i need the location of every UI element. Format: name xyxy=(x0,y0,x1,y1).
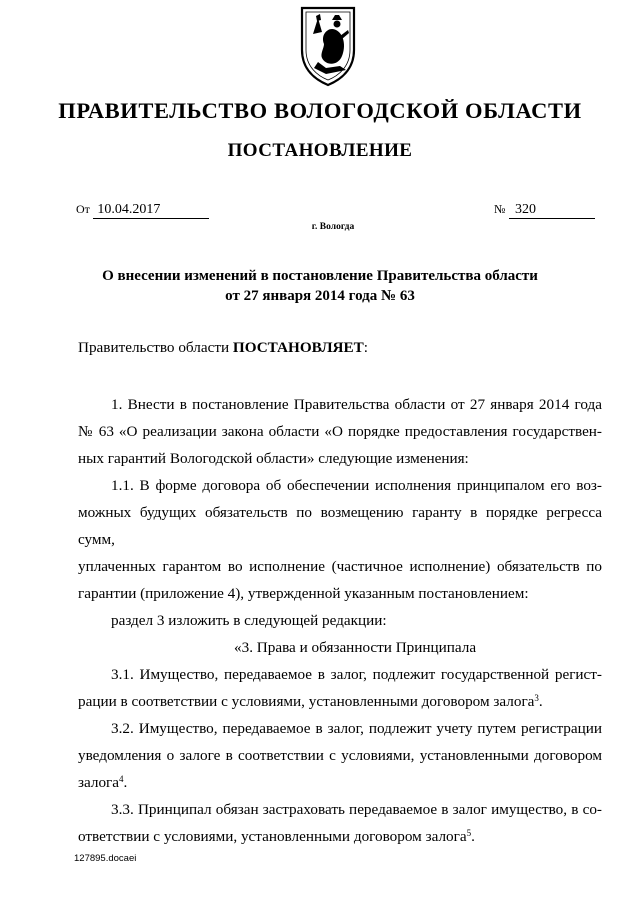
title-line-2: от 27 января 2014 года № 63 xyxy=(225,288,415,304)
p1-line-1: 1. Внести в постановление Правительства области от 27 января 2014 года xyxy=(111,396,602,413)
p6-line-1: 3.3. Принципал обязан застраховать передаваемое в залог имущество, в со- xyxy=(111,801,602,818)
preamble-end: : xyxy=(363,339,368,356)
document-type: ПОСТАНОВЛЕНИЕ xyxy=(227,140,413,161)
title-line-1: О внесении изменений в постановление Правительства области xyxy=(102,268,538,284)
p5-line-3-text: залога xyxy=(78,774,120,791)
number-value: 320 xyxy=(509,202,595,219)
p5-line-1: 3.2. Имущество, передаваемое в залог, подлежит учету путем регистрации xyxy=(111,720,602,737)
paragraph-1 xyxy=(78,391,602,850)
p6-line-2-text: ответствии с условиями, установленными договором залога xyxy=(78,828,467,845)
preamble xyxy=(78,339,602,357)
p1-line-3: ных гарантий Вологодской области» следующие изменения: xyxy=(78,450,469,467)
number-prefix: № xyxy=(494,202,506,216)
file-code: 127895.docaei xyxy=(74,853,137,864)
date-value: 10.04.2017 xyxy=(93,202,209,219)
p3-line: раздел 3 изложить в следующей редакции: xyxy=(111,612,387,629)
document-title xyxy=(0,266,640,306)
p4-line-2-text: рации в соответствии с условиями, установленными договором залога xyxy=(78,693,535,710)
p6-line-2 xyxy=(78,823,602,850)
date-prefix: От xyxy=(76,202,90,216)
document-number xyxy=(494,202,595,219)
footnote-ref-4: 4 xyxy=(119,774,124,784)
p5-end: . xyxy=(123,774,128,791)
preamble-text: Правительство области xyxy=(78,339,233,356)
p4-line-2 xyxy=(78,688,602,715)
p5-line-2: уведомления о залоге в соответствии с условиями, установленными договором xyxy=(78,747,602,764)
section-heading: «3. Права и обязанности Принципала xyxy=(234,639,477,656)
organization-name: ПРАВИТЕЛЬСТВО ВОЛОГОДСКОЙ ОБЛАСТИ xyxy=(58,98,582,123)
p6-end: . xyxy=(471,828,475,845)
city-label: г. Вологда xyxy=(311,222,355,232)
document-date xyxy=(76,202,209,219)
p5-line-3 xyxy=(78,769,602,796)
coat-of-arms-icon xyxy=(296,4,360,88)
p2-line-1: 1.1. В форме договора об обеспечении исполнения принципалом его воз- xyxy=(111,477,602,494)
footnote-ref-5: 5 xyxy=(466,828,472,838)
p2-line-4: гарантии (приложение 4), утвержденной указанным постановлением: xyxy=(78,585,529,602)
footnote-ref-3: 3 xyxy=(534,693,539,703)
preamble-bold: ПОСТАНОВЛЯЕТ xyxy=(232,339,364,356)
p2-line-2: можных будущих обязательств по возмещению гаранту в порядке регресса сумм, xyxy=(78,504,602,548)
p2-line-3: уплаченных гарантом во исполнение (частичное исполнение) обязательств по xyxy=(78,558,602,575)
p1-line-2: № 63 «О реализации закона области «О порядке предоставления государствен- xyxy=(78,423,602,440)
p4-end: . xyxy=(538,693,543,710)
p4-line-1: 3.1. Имущество, передаваемое в залог, подлежит государственной регист- xyxy=(111,666,602,683)
